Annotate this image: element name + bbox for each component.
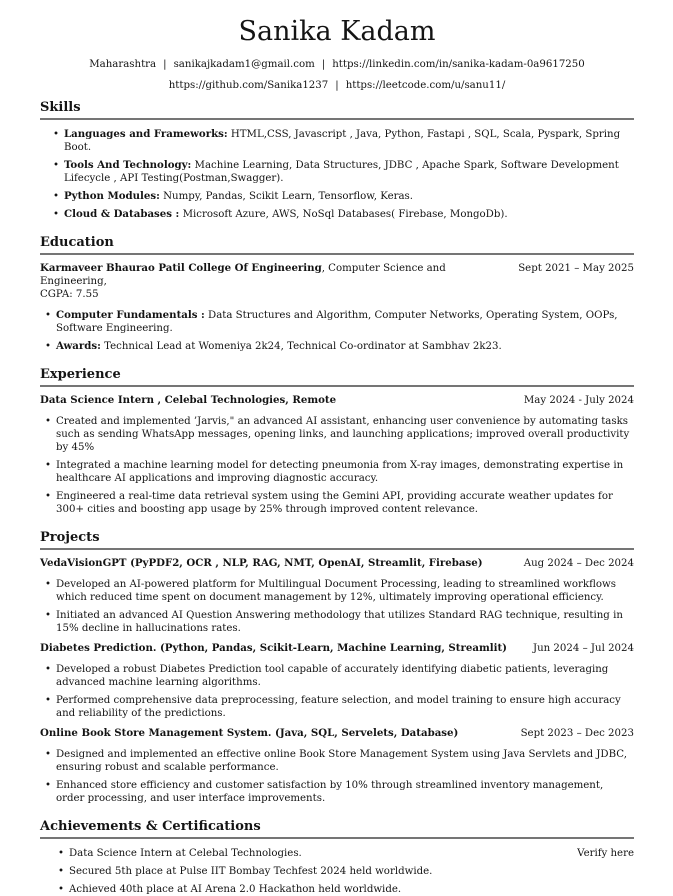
verify-link[interactable]: Verify here [577, 848, 634, 859]
skill-item [53, 128, 634, 154]
project-list [40, 748, 634, 805]
contact-linkedin-link[interactable]: https://linkedin.com/in/sanika-kadam-0a9617250 [332, 59, 585, 70]
skills-heading: Skills [40, 100, 634, 120]
project-bullet: • Developed an AI-powered platform for Multilingual Document Processing, leading to streamlined workflows which reduced time spent on document management by 12%, ultimately improving operational efficiency. [45, 578, 634, 604]
skill-label: Cloud & Databases : [64, 208, 180, 220]
contact-leetcode-link[interactable]: https://leetcode.com/u/sanu11/ [345, 80, 506, 91]
projects-heading: Projects [40, 530, 634, 550]
project-entry-row [40, 727, 634, 740]
contact-line-1 [40, 58, 634, 71]
section-skills [40, 100, 634, 221]
skill-label: Tools And Technology: [64, 159, 192, 171]
skill-item [53, 208, 634, 221]
achievement-item: • Achieved 40th place at AI Arena 2.0 Hackathon held worldwide. [58, 883, 634, 896]
section-achievements [40, 819, 634, 896]
education-date: Sept 2021 – May 2025 [518, 263, 634, 274]
section-experience [40, 367, 634, 516]
achievement-text: • Data Science Intern at Celebal Technologies. [69, 848, 302, 859]
achievements-heading: Achievements & Certifications [40, 819, 634, 839]
project-bullet: • Performed comprehensive data preprocessing, feature selection, and model training to ensure high accuracy and reliability of the predictions. [45, 694, 634, 720]
skill-text: HTML,CSS, Javascript , Java, Python, Fastapi , SQL, Scala, Pyspark, Spring Boot. [64, 129, 621, 153]
project-name: VedaVisionGPT (PyPDF2, OCR , NLP, RAG, NMT, OpenAI, Streamlit, Firebase) [40, 557, 483, 569]
experience-bullet: • Created and implemented ’Jarvis," an advanced AI assistant, enhancing user convenience by automating tasks such as sending WhatsApp messages, opening links, and launching applications; improved overall productivity by 45% [45, 415, 634, 454]
project-date: Aug 2024 – Dec 2024 [523, 558, 634, 569]
education-item-text: Technical Lead at Womeniya 2k24, Technical Co-ordinator at Sambhav 2k23. [100, 341, 502, 352]
contact-location: Maharashtra [89, 59, 157, 70]
skill-label: Python Modules: [64, 190, 160, 202]
education-item [45, 340, 634, 353]
skill-item [53, 159, 634, 185]
education-school-line [40, 262, 506, 288]
contact-github-link[interactable]: https://github.com/Sanika1237 [168, 80, 329, 91]
project-bullet: • Designed and implemented an effective online Book Store Management System using Java Servlets and JDBC, ensuring robust and scalable performance. [45, 748, 634, 774]
education-item [45, 309, 634, 335]
skill-label: Languages and Frameworks: [64, 128, 228, 140]
project-date: Jun 2024 – Jul 2024 [532, 643, 634, 654]
achievements-list [40, 847, 634, 896]
experience-date: May 2024 - July 2024 [523, 395, 634, 406]
skill-text: Machine Learning, Data Structures, JDBC , Apache Spark, Software Development Lifecycle , API Testing(Postman,Swagger). [64, 160, 619, 184]
experience-bullet: • Integrated a machine learning model for detecting pneumonia from X-ray images, demonstrating expertise in healthcare AI applications and improving diagnostic accuracy. [45, 459, 634, 485]
candidate-name: Sanika Kadam [238, 16, 436, 47]
education-cgpa: CGPA: 7.55 [40, 289, 99, 300]
project-entry-row [40, 642, 634, 655]
contact-separator: | [163, 59, 167, 70]
project-bullet: • Initiated an advanced AI Question Answering methodology that utilizes Standard RAG technique, resulting in 15% decline in hallucinations rates. [45, 609, 634, 635]
resume-header [40, 16, 634, 92]
section-education [40, 235, 634, 353]
project-bullet: • Enhanced store efficiency and customer satisfaction by 10% through streamlined inventory management, order processing, and user interface improvements. [45, 779, 634, 805]
experience-entry-row [40, 394, 634, 407]
experience-bullet: • Engineered a real-time data retrieval system using the Gemini API, providing accurate weather updates for 300+ cities and boosting app usage by 25% through improved content relevance. [45, 490, 634, 516]
education-entry-row [40, 262, 634, 288]
contact-email-link[interactable]: sanikajkadam1@gmail.com [173, 59, 315, 70]
experience-list [40, 415, 634, 516]
education-list [40, 309, 634, 353]
project-bullet: • Developed a robust Diabetes Prediction tool capable of accurately identifying diabetic patients, leveraging advanced machine learning algorithms. [45, 663, 634, 689]
project-list [40, 578, 634, 635]
education-item-label: Awards: [56, 340, 101, 352]
project-date: Sept 2023 – Dec 2023 [520, 728, 634, 739]
project-name: Diabetes Prediction. (Python, Pandas, Scikit-Learn, Machine Learning, Streamlit) [40, 642, 507, 654]
education-heading: Education [40, 235, 634, 255]
contact-line-2 [40, 79, 634, 92]
education-degree: , Computer Science and Engineering, [40, 263, 446, 287]
skills-list [40, 128, 634, 221]
experience-heading: Experience [40, 367, 634, 387]
project-name: Online Book Store Management System. (Java, SQL, Servelets, Database) [40, 727, 459, 739]
education-item-label: Computer Fundamentals : [56, 309, 205, 321]
contact-separator: | [335, 80, 339, 91]
project-entry-row [40, 557, 634, 570]
project-list [40, 663, 634, 720]
education-school: Karmaveer Bhaurao Patil College Of Engineering [40, 262, 322, 274]
skill-text: Microsoft Azure, AWS, NoSql Databases( Firebase, MongoDb). [179, 209, 508, 220]
skill-item [53, 190, 634, 203]
achievement-item: • Secured 5th place at Pulse IIT Bombay Techfest 2024 held worldwide. [58, 865, 634, 878]
achievement-item [58, 847, 634, 860]
experience-role: Data Science Intern , Celebal Technologies, Remote [40, 394, 337, 406]
education-item-text: Data Structures and Algorithm, Computer Networks, Operating System, OOPs, Software Engineering. [56, 310, 618, 334]
contact-separator: | [321, 59, 326, 70]
skill-text: Numpy, Pandas, Scikit Learn, Tensorflow, Keras. [159, 191, 414, 202]
section-projects [40, 530, 634, 805]
